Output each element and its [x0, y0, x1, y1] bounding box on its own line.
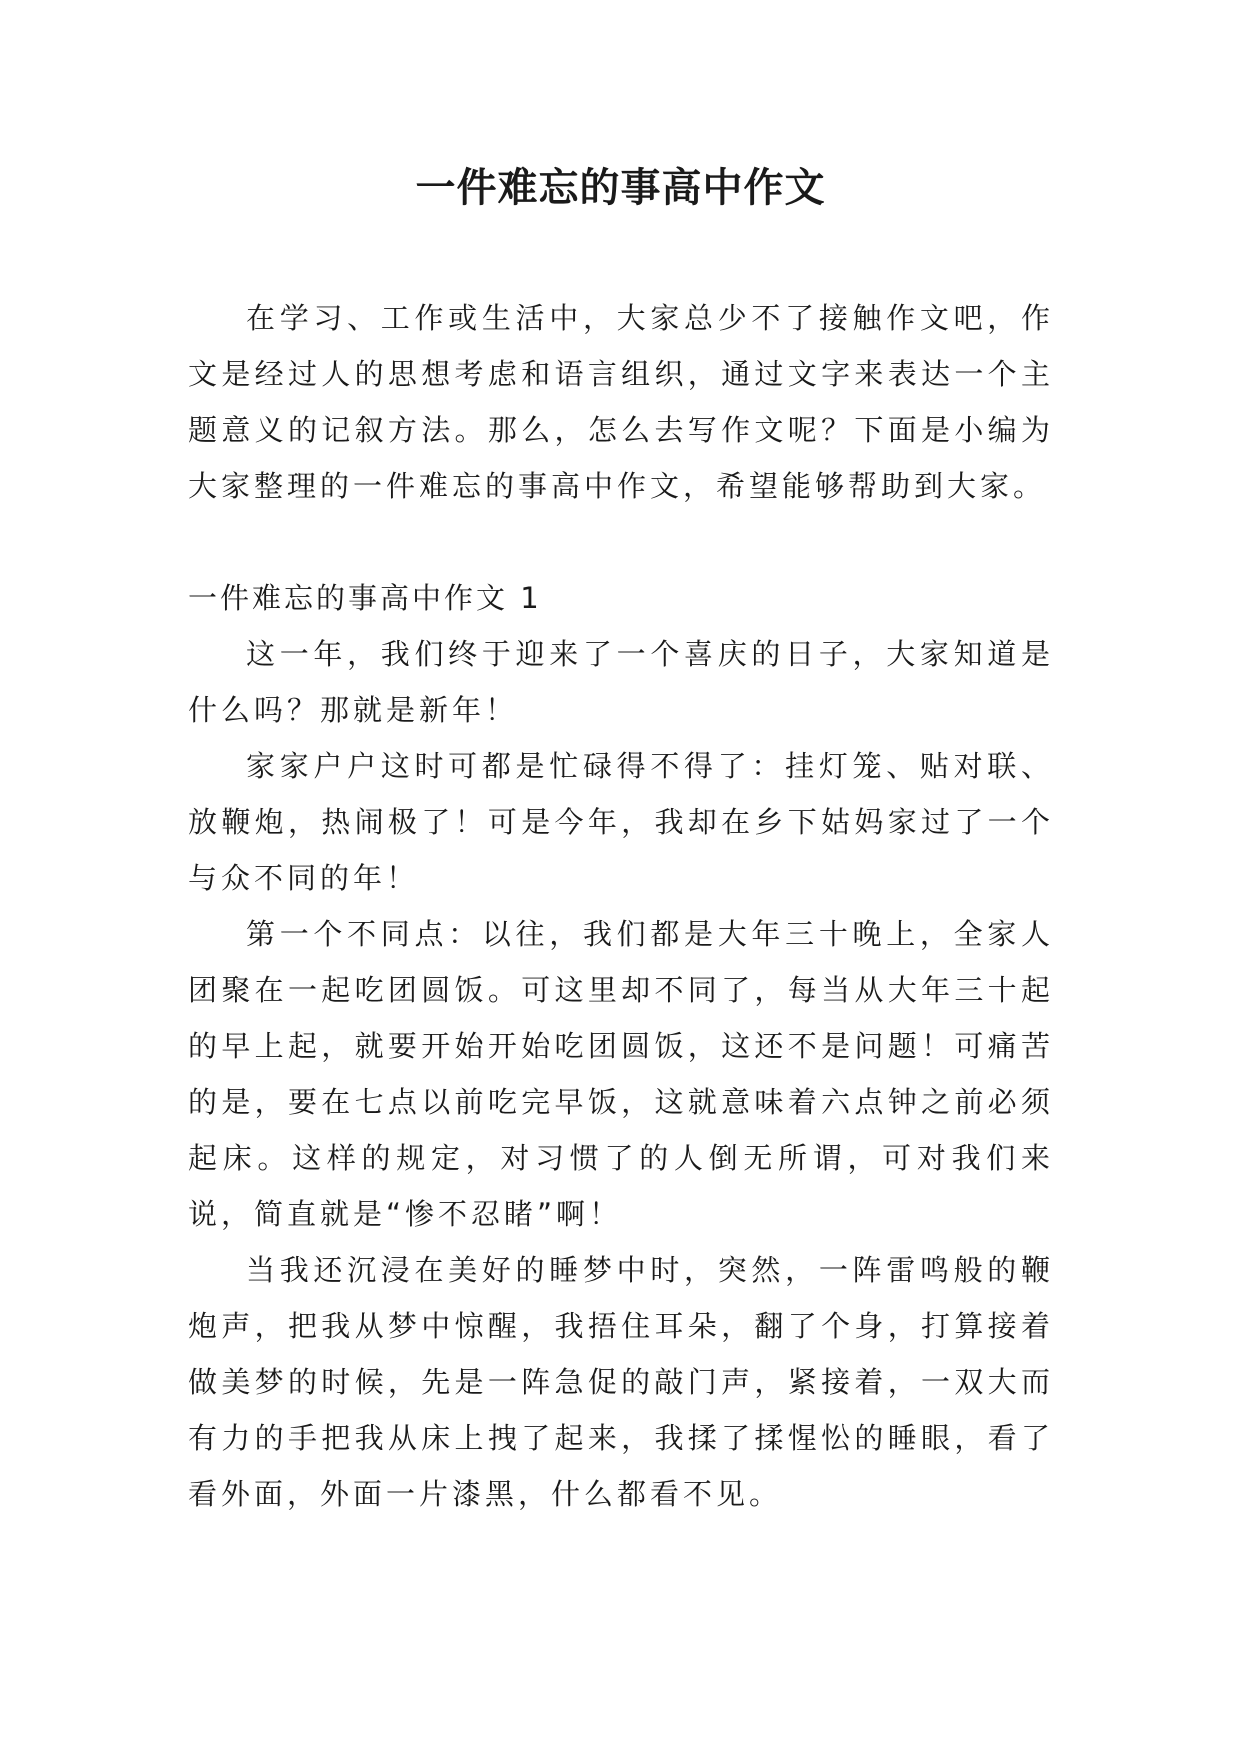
document-body — [188, 290, 1054, 1522]
section-heading: 一件难忘的事高中作文 1 — [188, 581, 542, 615]
body-paragraph-1: 这一年，我们终于迎来了一个喜庆的日子，大家知道是什么吗？那就是新年！ — [188, 637, 1054, 727]
body-paragraph-4: 当我还沉浸在美好的睡梦中时，突然，一阵雷鸣般的鞭炮声，把我从梦中惊醒，我捂住耳朵，翻了个身，打算接着做美梦的时候，先是一阵急促的敲门声，紧接着，一双大而有力的手把我从床上拽了起来，我揉了揉惺忪的睡眼，看了看外面，外面一片漆黑，什么都看不见。 — [188, 1253, 1054, 1511]
intro-paragraph: 在学习、工作或生活中，大家总少不了接触作文吧，作文是经过人的思想考虑和语言组织，通过文字来表达一个主题意义的记叙方法。那么，怎么去写作文呢？下面是小编为大家整理的一件难忘的事高中作文，希望能够帮助到大家。 — [188, 301, 1054, 503]
body-paragraph-2: 家家户户这时可都是忙碌得不得了：挂灯笼、贴对联、放鞭炮，热闹极了！可是今年，我却在乡下姑妈家过了一个与众不同的年！ — [188, 749, 1054, 895]
body-paragraph-3: 第一个不同点：以往，我们都是大年三十晚上，全家人团聚在一起吃团圆饭。可这里却不同了，每当从大年三十起的早上起，就要开始开始吃团圆饭，这还不是问题！可痛苦的是，要在七点以前吃完早饭，这就意味着六点钟之前必须起床。这样的规定，对习惯了的人倒无所谓，可对我们来说，简直就是“惨不忍睹”啊！ — [188, 917, 1054, 1231]
page-title: 一件难忘的事高中作文 — [415, 164, 826, 211]
